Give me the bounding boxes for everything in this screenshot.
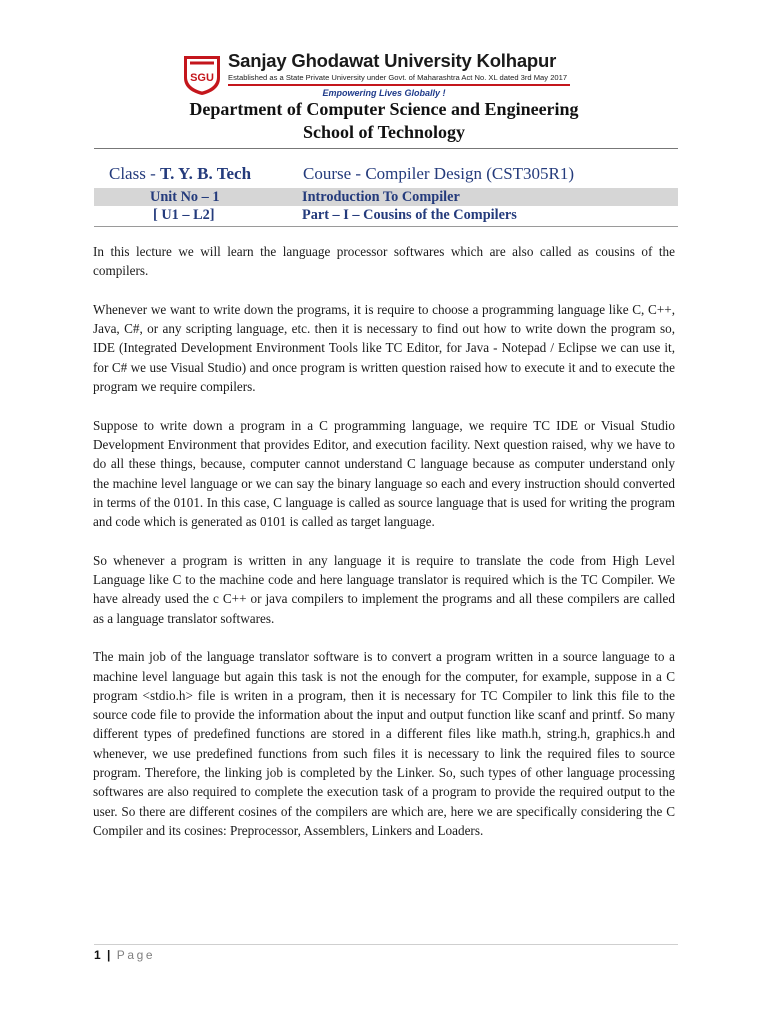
paragraph: In this lecture we will learn the language processor softwares which are also called as cousins of the compilers. (93, 244, 675, 279)
footer-divider (94, 944, 678, 945)
university-subtitle: Established as a State Private University under Govt. of Maharashtra Act No. XL dated 3rd May 2017 (228, 73, 568, 82)
class-value: T. Y. B. Tech (160, 164, 252, 183)
unit-row (94, 188, 678, 207)
page-separator: | (107, 948, 111, 962)
lecture-row (94, 206, 678, 225)
page-word: Page (116, 948, 156, 962)
class-label (109, 164, 251, 184)
logo-text: SGU (190, 72, 214, 84)
school-title: School of Technology (302, 122, 466, 142)
department-title: Department of Computer Science and Engineering (189, 99, 579, 119)
unit-number: Unit No – 1 (150, 189, 220, 205)
unit-title: Introduction To Compiler (302, 189, 460, 205)
paragraph: Whenever we want to write down the programs, it is require to choose a programming language like C, C++, Java, C#, or any scripting language, etc. then it is necessary to find out how to write down the program so, IDE (Integrated Development Environment Tools like TC Editor, for Java - Notepad / Eclipse we can use it, for C# we use Visual Studio) and once program is written question raised how to execute it and to execute the program we require compilers. (93, 301, 675, 395)
lecture-body (93, 242, 675, 860)
university-tagline: Empowering Lives Globally ! (322, 88, 446, 98)
page-footer (94, 948, 155, 962)
course-label: Course - Compiler Design (CST305R1) (303, 164, 575, 183)
divider-middle (94, 226, 678, 227)
class-course-row (94, 164, 678, 188)
part-title: Part – I – Cousins of the Compilers (302, 207, 517, 223)
class-prefix: Class - (109, 164, 156, 183)
divider-top (94, 148, 678, 149)
header-underline (228, 84, 570, 86)
paragraph: So whenever a program is written in any language it is require to translate the code from High Level Language like C to the machine code and here language translator is required which is the TC Compiler. We have already used the c C++ or java compilers to implement the programs and all these compilers are called as a language translator softwares. (93, 552, 675, 626)
university-name: Sanjay Ghodawat University Kolhapur (228, 50, 557, 71)
paragraph: The main job of the language translator software is to convert a program written in a source language to a machine level language but again this task is not the enough for the computer, for example, suppose in a C program <stdio.h> file is writen in a program, then it is necessary for TC Compiler to link this file to the source code file to provide the information about the input and output function like scanf and printf. So many different types of predefined functions are stored in a different files like math.h, string.h, graphics.h and whenever, we use predefined functions from such files it is necessary to link the required files to source program. Therefore, the linking job is completed by the Linker. So, such types of other language processing softwares are also required to complete the execution task of a program to provide the required output to the user. So there are different cosines of the compilers are which are, here we are specifically considering the C Compiler and its cosines: Preprocessor, Assemblers, Linkers and Loaders. (93, 649, 675, 838)
paragraph: Suppose to write down a program in a C programming language, we require TC IDE or Visual Studio Development Environment that provides Editor, and execution facility. Next question raised, why we have to do all these things, because, computer cannot understand C language because as computer understand only the machine level language or we can say the binary language so each and every instruction should converted in terms of the 0101. In this case, C language is called as source language that is used for writing the program and code which is generated as 0101 is called as target language. (93, 417, 675, 530)
page-number: 1 (94, 948, 101, 962)
lecture-code: [ U1 – L2] (153, 207, 215, 223)
